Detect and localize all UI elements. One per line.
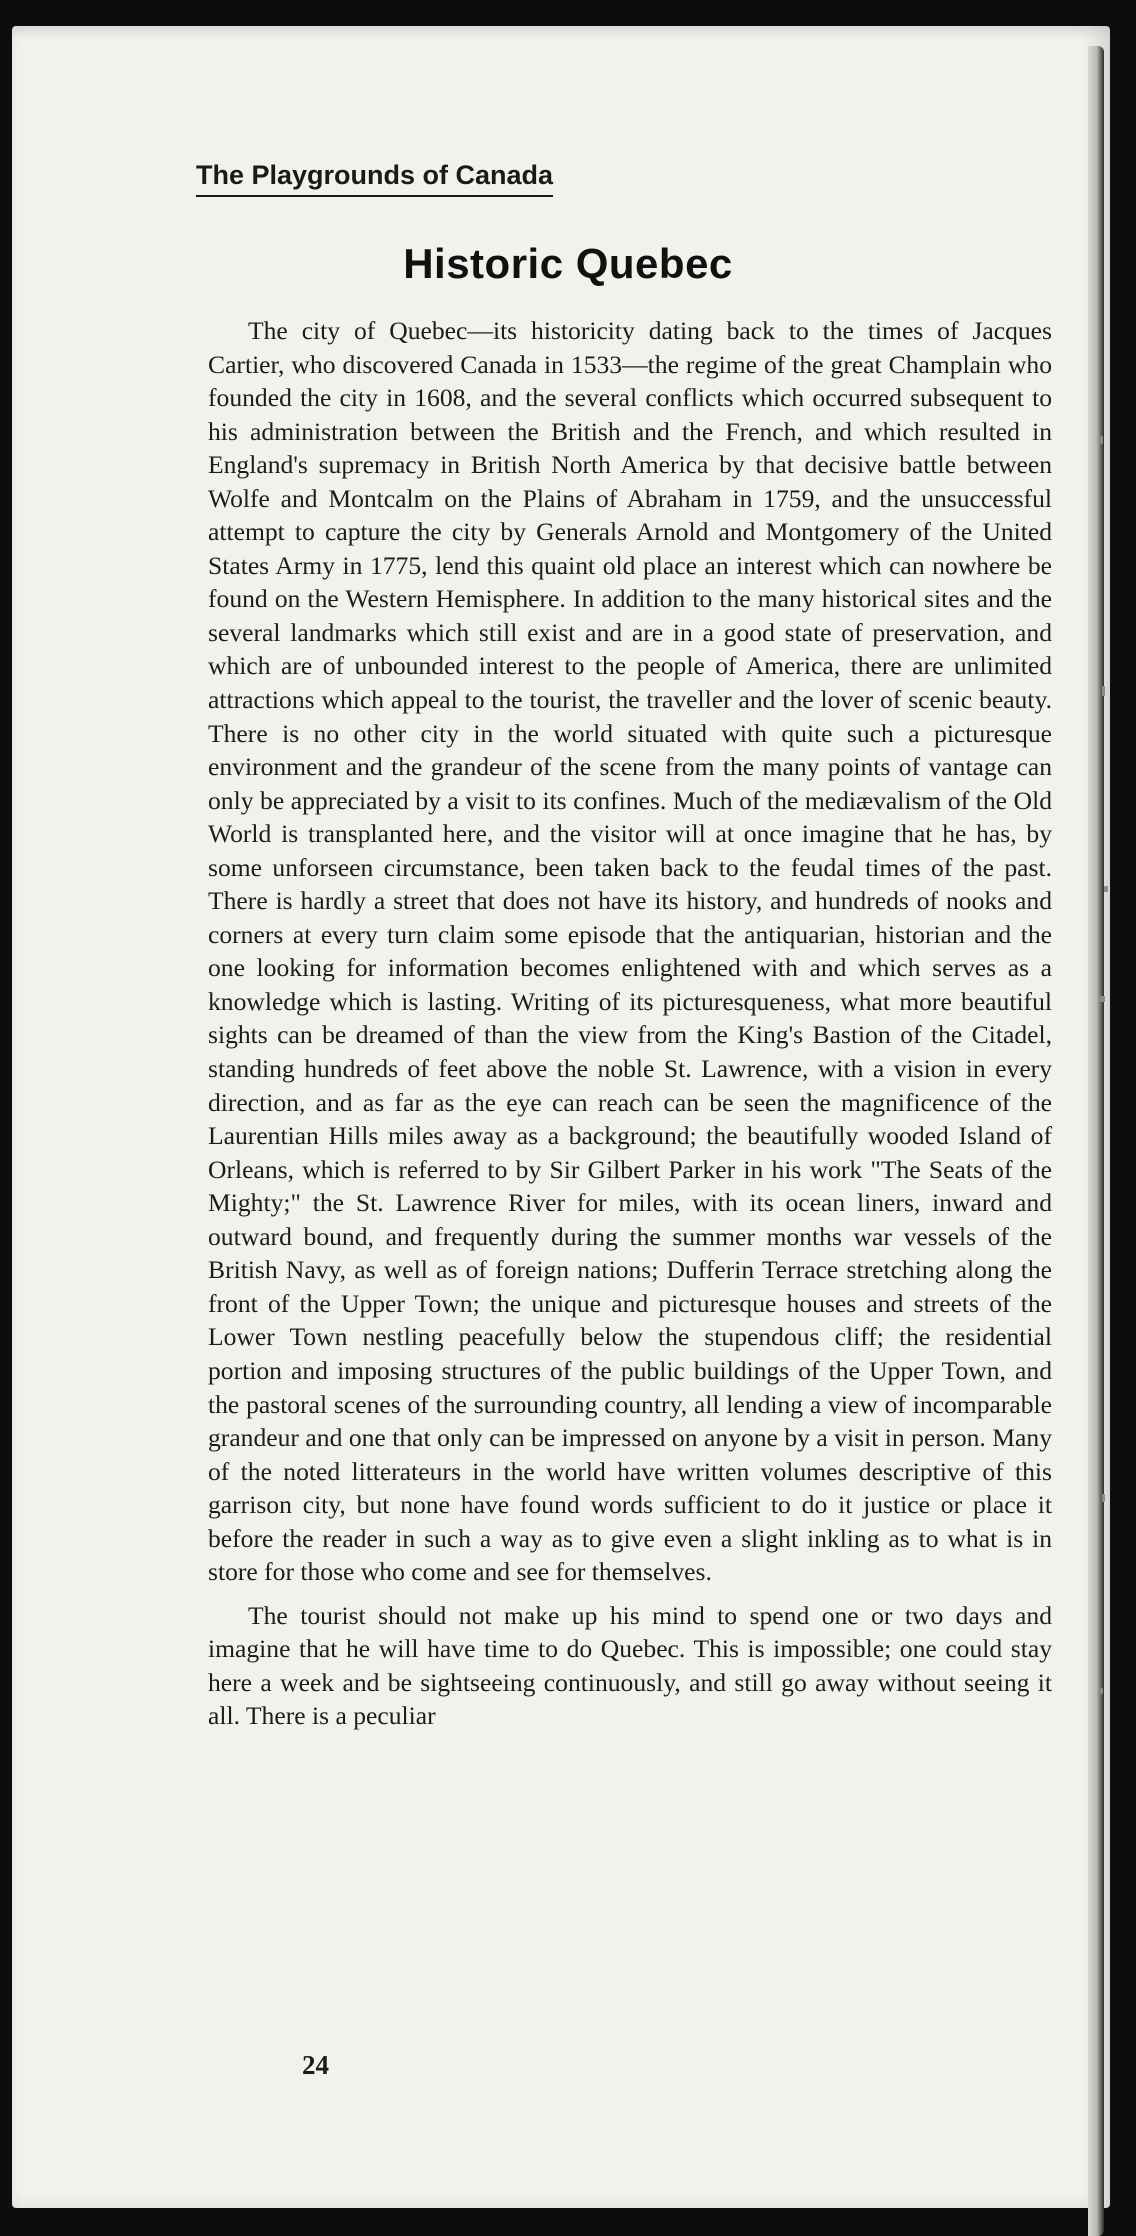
paragraph-1: The city of Quebec—its historicity dating back to the times of Jacques Cartier, who discovered Canada in 1533—the regime of the great Champlain who founded the city in 1608, and the several conflicts which occurred subsequent to his administration between the British and the French, and which resulted in England's supremacy in British North America by that decisive battle between Wolfe and Montcalm on the Plains of Abraham in 1759, and the unsuccessful attempt to capture the city by Generals Arnold and Montgomery of the United States Army in 1775, lend this quaint old place an interest which can nowhere be found on the Western Hemisphere. In addition to the many historical sites and the several landmarks which still exist and are in a good state of preservation, and which are of unbounded interest to the people of America, there are unlimited attractions which appeal to the tourist, the traveller and the lover of scenic beauty. There is no other city in the world situated with quite such a picturesque environment and the grandeur of the scene from the many points of vantage can only be appreciated by a visit to its confines. Much of the mediævalism of the Old World is transplanted here, and the visitor will at once imagine that he has, by some unforseen circumstance, been taken back to the feudal times of the past. There is hardly a street that does not have its history, and hundreds of nooks and corners at every turn claim some episode that the antiquarian, historian and the one looking for information becomes enlightened with and which serves as a knowledge which is lasting. Writing of its picturesqueness, what more beautiful sights can be dreamed of than the view from the King's Bastion of the Citadel, standing hundreds of feet above the noble St. Lawrence, with a vision in every direction, and as far as the eye can reach can be seen the magnificence of the Laurentian Hills miles away as a background; the beautifully wooded Island of Orleans, which is referred to by Sir Gilbert Parker in his work "The Seats of the Mighty;" the St. Lawrence River for miles, with its ocean liners, inward and outward bound, and frequently during the summer months war vessels of the British Navy, as well as of foreign nations; Dufferin Terrace stretching along the front of the Upper Town; the unique and picturesque houses and streets of the Lower Town nestling peacefully below the stupendous cliff; the residential portion and imposing structures of the public buildings of the Upper Town, and the pastoral scenes of the surrounding country, all lending a view of incomparable grandeur and one that only can be impressed on anyone by a visit in person. Many of the noted litterateurs in the world have written volumes descriptive of this garrison city, but none have found words sufficient to do it justice or place it before the reader in such a way as to give even a slight inkling as to what is in store for those who come and see for themselves. [208,316,1052,1587]
running-header: The Playgrounds of Canada [196,160,553,197]
margin-speck [1102,1494,1105,1502]
margin-speck [1104,886,1108,892]
book-spine-edge [1088,46,1104,2236]
margin-speck [1100,1688,1103,1694]
body-text [208,314,1052,1743]
margin-speck [1100,996,1105,1002]
margin-speck [1100,436,1103,444]
page-number: 24 [302,2050,329,2080]
margin-speck [1102,686,1105,696]
paragraph-2: The tourist should not make up his mind to spend one or two days and imagine that he will have time to do Quebec. This is impossible; one could stay here a week and be sightseeing continuously, and still go away without seeing it all. There is a peculiar [208,1600,1052,1731]
page-title: Historic Quebec [403,240,733,287]
